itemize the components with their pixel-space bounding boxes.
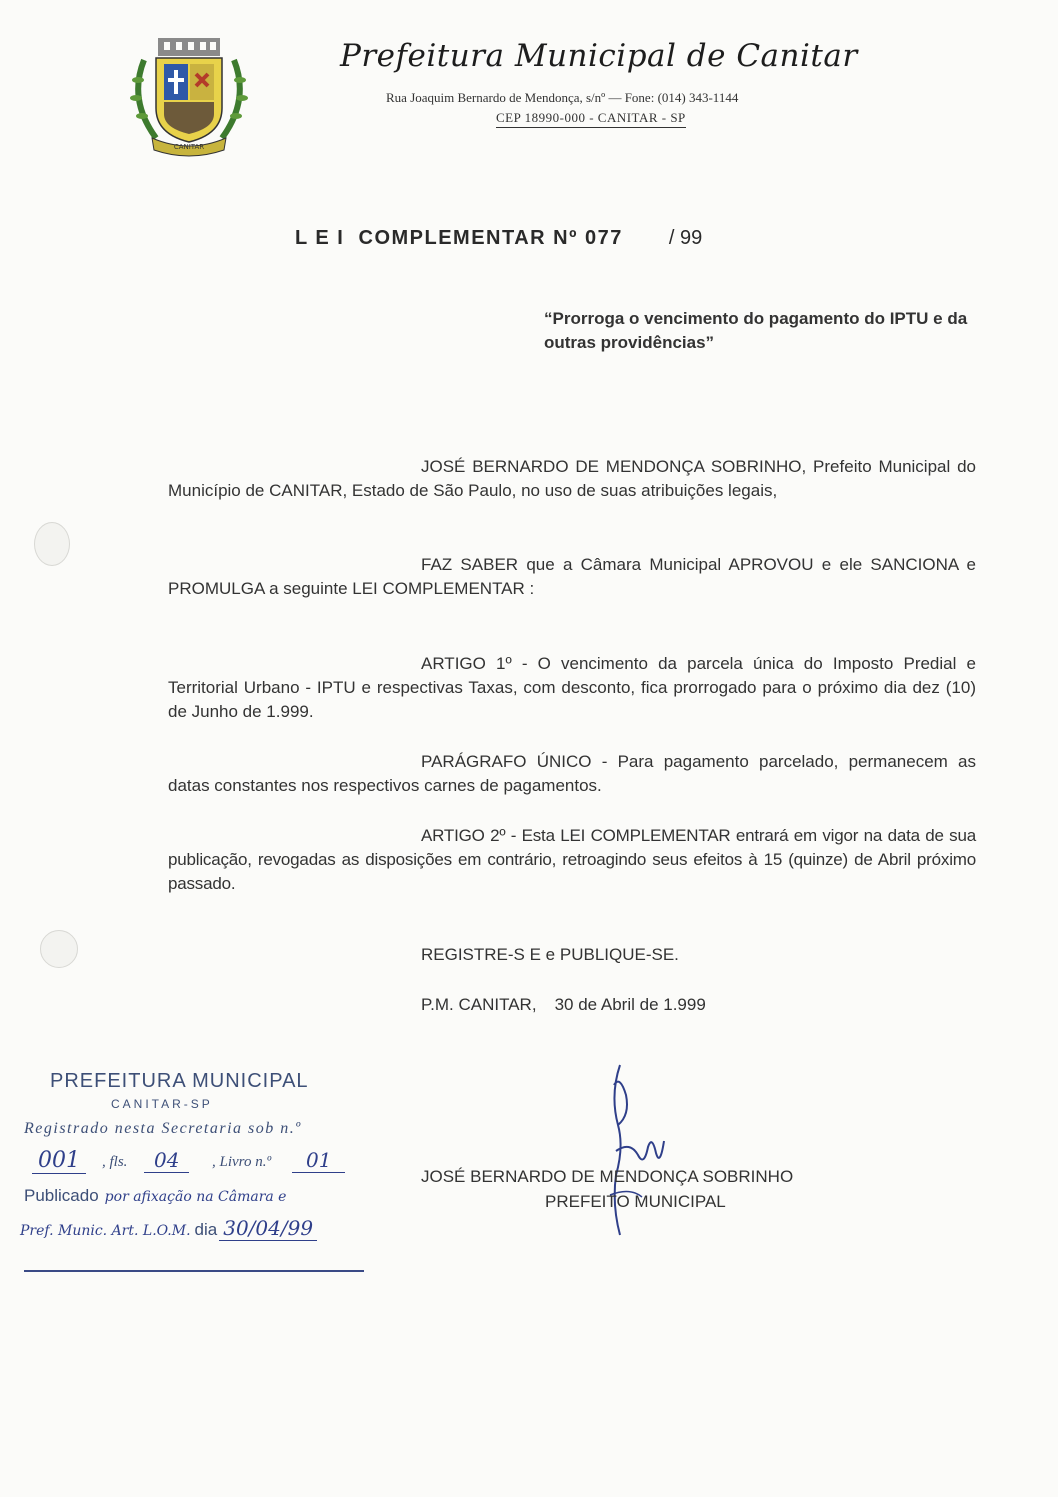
letterhead-cep: CEP 18990-000 - CANITAR - SP — [496, 110, 686, 128]
municipal-coat-of-arms — [124, 30, 254, 158]
paper-punch-mark — [40, 930, 78, 968]
stamp-published-line — [24, 1186, 286, 1206]
stamp-date-line — [20, 1216, 317, 1240]
date: 30 de Abril de 1.999 — [554, 995, 706, 1014]
artigo-1-paragraph: ARTIGO 1º - O vencimento da parcela única do Imposto Predial e Territorial Urbano - IPTU e respectivas Taxas, com desconto, fica prorrogado para o próximo dia dez (10) de Junho de 1.999. — [168, 654, 976, 721]
legal-reference-handwriting: Pref. Munic. Art. L.O.M. — [20, 1223, 191, 1239]
law-title-main: COMPLEMENTAR Nº 077 — [358, 227, 623, 249]
published-date: 30/04/99 — [219, 1216, 317, 1241]
law-title — [295, 227, 702, 250]
livro-label: , Livro n.º — [212, 1154, 272, 1170]
paragrafo-unico: PARÁGRAFO ÚNICO - Para pagamento parcelado, permanecem as datas constantes nos respectivos carnes de pagamentos. — [168, 752, 976, 795]
letterhead-title: Prefeitura Municipal de Canitar — [340, 38, 858, 74]
paper-punch-mark — [34, 522, 70, 566]
law-title-year: / 99 — [668, 227, 703, 249]
stamp-header: PREFEITURA MUNICIPAL — [50, 1070, 309, 1092]
published-handwriting: por afixação na Câmara e — [104, 1189, 287, 1205]
signer-title: PREFEITO MUNICIPAL — [545, 1192, 726, 1211]
registration-number: 001 — [32, 1148, 86, 1174]
letterhead-address: Rua Joaquim Bernardo de Mendonça, s/nº — Fone: (014) 343-1144 — [386, 90, 739, 105]
place: P.M. CANITAR, — [421, 995, 537, 1014]
faz-saber-paragraph: FAZ SABER que a Câmara Municipal APROVOU e ele SANCIONA e PROMULGA a seguinte LEI COMPLEMENTAR : — [168, 555, 976, 598]
stamp-subheader: CANITAR-SP — [111, 1097, 213, 1111]
registre-line: REGISTRE-S E e PUBLIQUE-SE. — [421, 945, 679, 964]
intro-paragraph: JOSÉ BERNARDO DE MENDONÇA SOBRINHO, Prefeito Municipal do Município de CANITAR, Estado de São Paulo, no uso de suas atribuições legais, — [168, 457, 976, 500]
fls-label: , fls. — [102, 1154, 128, 1170]
place-date-line — [421, 995, 706, 1015]
published-label: Publicado — [24, 1186, 99, 1205]
dia-label: dia — [194, 1220, 218, 1239]
stamp-registration-line — [22, 1148, 382, 1178]
fls-number: 04 — [144, 1148, 189, 1173]
svg-text:CANITAR: CANITAR — [173, 143, 205, 151]
handwritten-signature — [590, 1055, 700, 1245]
law-summary: “Prorroga o vencimento do pagamento do IPTU e da outras providências” — [544, 309, 968, 352]
stamp-registered-label: Registrado nesta Secretaria sob n.º — [24, 1120, 302, 1137]
law-title-prefix: L E I — [295, 227, 345, 249]
livro-number: 01 — [292, 1148, 345, 1173]
artigo-2-paragraph: ARTIGO 2º - Esta LEI COMPLEMENTAR entrará em vigor na data de sua publicação, revogadas as disposições em contrário, retroagindo seus efeitos à 15 (quinze) de Abril próximo passado. — [168, 826, 976, 893]
signer-name: JOSÉ BERNARDO DE MENDONÇA SOBRINHO — [421, 1167, 794, 1186]
stamp-rule — [24, 1270, 364, 1272]
